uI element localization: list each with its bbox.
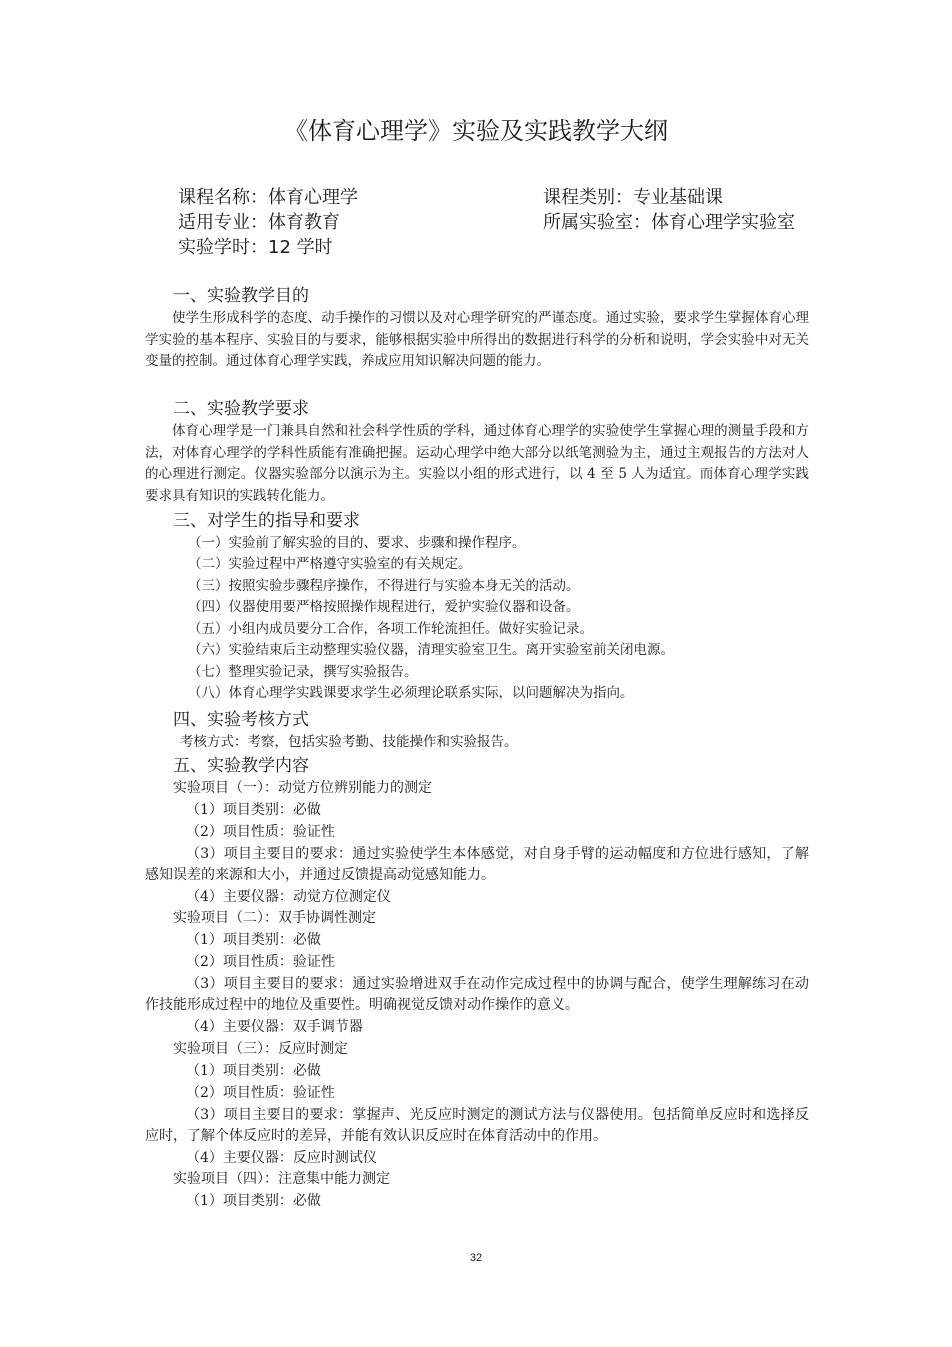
section-paragraph: 体育心理学是一门兼具自然和社会科学性质的学科，通过体育心理学的实验使学生掌握心理的测量手段和方法，对体育心理学的学科性质能有准确把握。运动心理学中绝大部分以纸笔测验为主，通过主观报告的方法对人的心理进行测定。仪器实验部分以演示为主。实验以小组的形式进行，以 4 至 5 人为适宜。而体育心理学实践要求具有知识的实践转化能力。 (145, 423, 809, 504)
project-title: 实验项目（二）：双手协调性测定 (173, 910, 376, 926)
list-item: （七）整理实验记录，撰写实验报告。 (188, 664, 418, 680)
project-goal: （3）项目主要目的要求：通过实验使学生本体感觉，对自身手臂的运动幅度和方位进行感知，了解感知误差的来源和大小，并通过反馈提高动觉感知能力。 (145, 846, 809, 883)
project-title: 实验项目（四）：注意集中能力测定 (173, 1171, 390, 1187)
project-nature: （2）项目性质：验证性 (186, 1085, 335, 1101)
project-type: （1）项目类别：必做 (186, 932, 321, 948)
list-item: （八）体育心理学实践课要求学生必须理论联系实际，以问题解决为指向。 (188, 685, 634, 701)
list-item: （六）实验结束后主动整理实验仪器，清理实验室卫生。离开实验室前关闭电源。 (188, 642, 674, 658)
assessment-text: 考核方式：考察，包括实验考勤、技能操作和实验报告。 (180, 734, 518, 750)
project-instrument: （4）主要仪器：双手调节器 (186, 1019, 363, 1035)
project-instrument: （4）主要仪器：动觉方位测定仪 (186, 889, 391, 905)
list-item: （二）实验过程中严格遵守实验室的有关规定。 (188, 556, 472, 572)
list-item: （五）小组内成员要分工合作，各项工作轮流担任。做好实验记录。 (188, 621, 593, 637)
list-item: （四）仪器使用要严格按照操作规程进行，爱护实验仪器和设备。 (188, 599, 580, 615)
section-paragraph: 使学生形成科学的态度、动手操作的习惯以及对心理学研究的严谨态度。通过实验，要求学生掌握体育心理学实验的基本程序、实验目的与要求，能够根据实验中所得出的数据进行科学的分析和说明，学会实验中对无关变量的控制。通过体育心理学实践，养成应用知识解决问题的能力。 (145, 310, 809, 369)
project-title: 实验项目（一）：动觉方位辨别能力的测定 (173, 780, 432, 796)
document-title: 《体育心理学》实验及实践教学大纲 (284, 117, 668, 145)
project-nature: （2）项目性质：验证性 (186, 954, 335, 970)
list-item: （一）实验前了解实验的目的、要求、步骤和操作程序。 (188, 535, 526, 551)
section-heading: 一、实验教学目的 (173, 286, 309, 306)
project-title: 实验项目（三）：反应时测定 (173, 1041, 348, 1057)
page-number: 32 (469, 1252, 483, 1264)
project-instrument: （4）主要仪器：反应时测试仪 (186, 1150, 377, 1166)
project-type: （1）项目类别：必做 (186, 1193, 321, 1209)
list-item: （三）按照实验步骤程序操作，不得进行与实验本身无关的活动。 (188, 578, 580, 594)
project-nature: （2）项目性质：验证性 (186, 824, 335, 840)
section-heading: 四、实验考核方式 (173, 710, 309, 730)
applicable-major: 适用专业：体育教育 (178, 212, 340, 233)
section-heading: 三、对学生的指导和要求 (173, 511, 360, 531)
project-type: （1）项目类别：必做 (186, 802, 321, 818)
section-heading: 五、实验教学内容 (173, 756, 309, 776)
lab-name: 所属实验室：体育心理学实验室 (543, 212, 795, 233)
project-goal: （3）项目主要目的要求：通过实验增进双手在动作完成过程中的协调与配合，使学生理解练习在动作技能形成过程中的地位及重要性。明确视觉反馈对动作操作的意义。 (145, 976, 809, 1013)
project-type: （1）项目类别：必做 (186, 1063, 321, 1079)
section-heading: 二、实验教学要求 (173, 399, 309, 419)
course-type: 课程类别：专业基础课 (543, 187, 723, 208)
project-goal: （3）项目主要目的要求：掌握声、光反应时测定的测试方法与仪器使用。包括简单反应时和选择反应时，了解个体反应时的差异，并能有效认识反应时在体育活动中的作用。 (145, 1107, 809, 1144)
course-name: 课程名称：体育心理学 (178, 187, 358, 208)
lab-hours: 实验学时：12 学时 (178, 237, 333, 258)
